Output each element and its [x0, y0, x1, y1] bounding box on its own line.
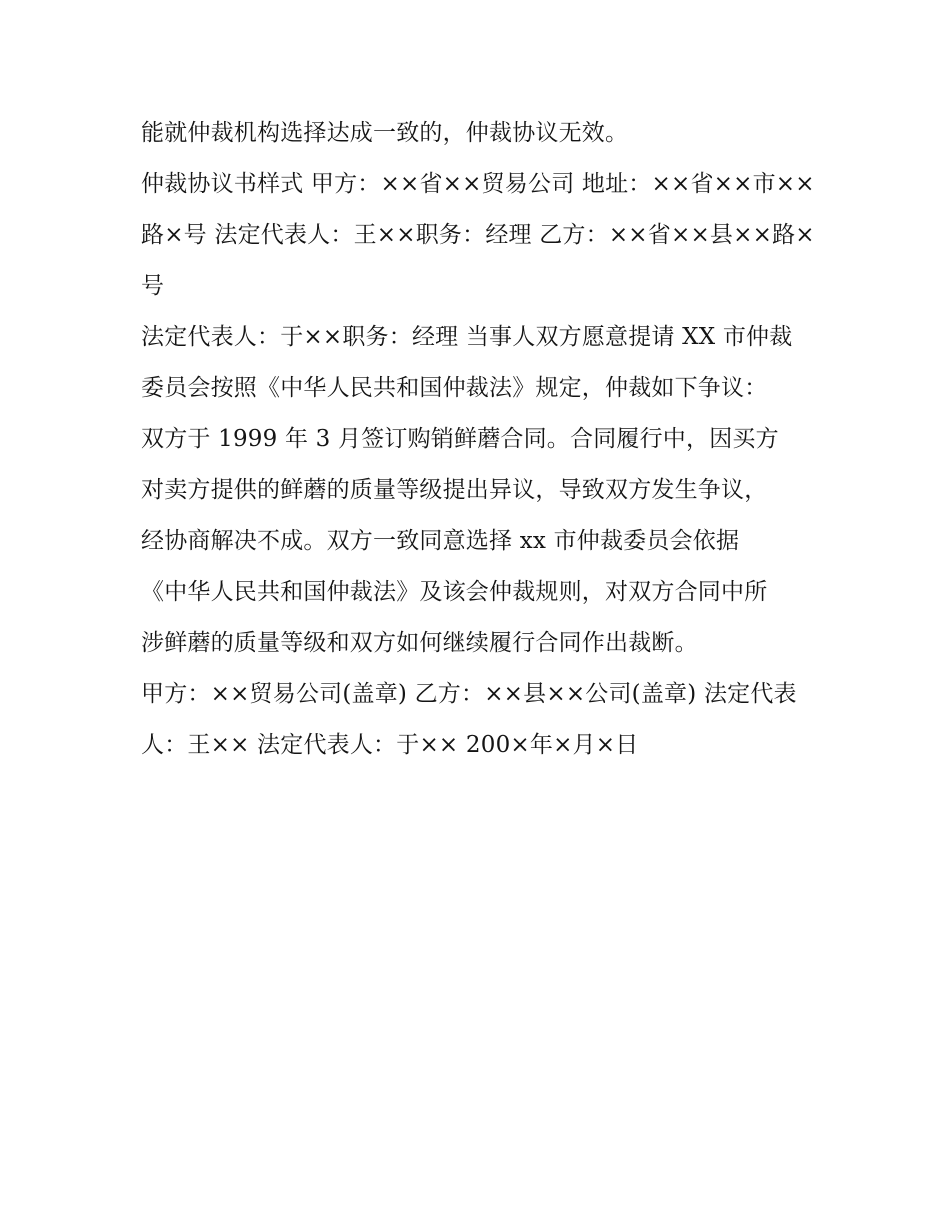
text-line: 仲裁协议书样式 甲方：××省××贸易公司 地址：××省××市×× [141, 171, 815, 197]
text-line: 甲方：××贸易公司(盖章) 乙方：××县××公司(盖章) 法定代表 [141, 681, 797, 707]
text-line: 对卖方提供的鲜蘑的质量等级提出异议，导致双方发生争议， [141, 477, 768, 503]
text-line: 委员会按照《中华人民共和国仲裁法》规定，仲裁如下争议： [141, 375, 768, 401]
text-line: 法定代表人：于××职务：经理 当事人双方愿意提请 XX 市仲裁 [141, 324, 793, 350]
text-line: 涉鲜蘑的质量等级和双方如何继续履行合同作出裁断。 [141, 630, 698, 656]
document-body [141, 108, 821, 771]
text-line: 能就仲裁机构选择达成一致的，仲裁协议无效。 [141, 120, 629, 146]
text-line: 双方于 1999 年 3 月签订购销鲜蘑合同。合同履行中，因买方 [141, 426, 779, 452]
text-line: 人：王×× 法定代表人：于×× 200×年×月×日 [141, 732, 639, 758]
text-line: 经协商解决不成。双方一致同意选择 xx 市仲裁委员会依据 [141, 528, 740, 554]
text-line: 号 [141, 273, 165, 299]
text-line: 《中华人民共和国仲裁法》及该会仲裁规则，对双方合同中所 [141, 579, 768, 605]
text-line: 路×号 法定代表人：王××职务：经理 乙方：××省××县××路× [141, 222, 815, 248]
